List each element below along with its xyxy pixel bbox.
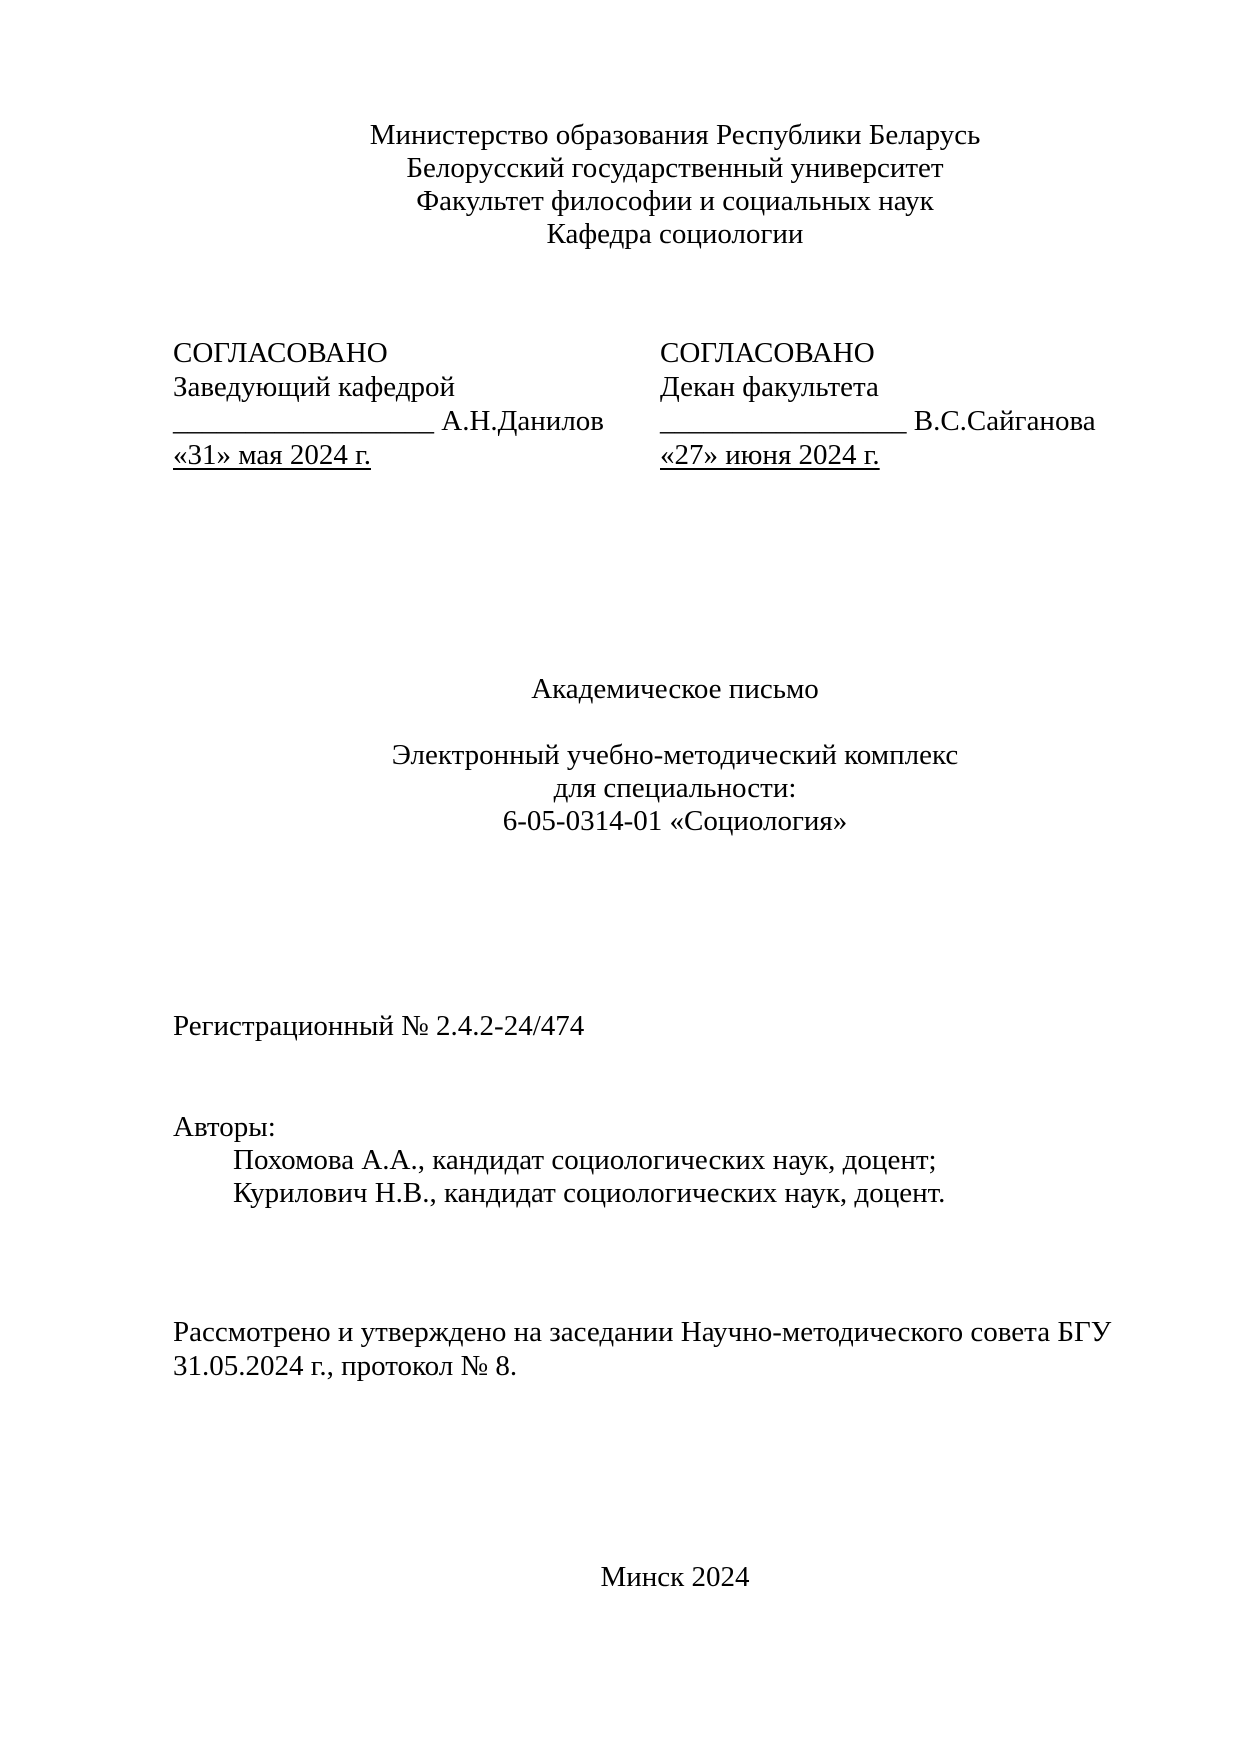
signature-line-right: _________________: [660, 405, 907, 437]
authors-label: Авторы:: [173, 1111, 276, 1143]
university-line: Белорусский государственный университет: [406, 152, 944, 184]
registration-number: Регистрационный № 2.4.2-24/474: [173, 1010, 585, 1042]
author-item: Курилович Н.В., кандидат социологических наук, доцент.: [233, 1177, 946, 1209]
ministry-line: Министерство образования Республики Беларусь: [369, 119, 981, 151]
signer-name-right: В.С.Сайганова: [913, 405, 1096, 437]
signature-line-left: __________________: [173, 405, 434, 437]
author-item: Похомова А.А., кандидат социологических наук, доцент;: [233, 1144, 937, 1176]
approval-block-right: [660, 336, 1096, 472]
title-line-specialty: для специальности:: [553, 772, 797, 804]
approver-role-left: Заведующий кафедрой: [173, 371, 456, 403]
approval-status-left: СОГЛАСОВАНО: [173, 337, 388, 369]
approval-note-line: 31.05.2024 г., протокол № 8.: [173, 1350, 518, 1382]
authors-block: [173, 1111, 1177, 1210]
title-line-complex: Электронный учебно-методический комплекс: [391, 739, 959, 771]
approval-date-right: «27» июня 2024 г.: [660, 439, 880, 471]
title-spacer: [173, 706, 1177, 739]
approval-note: [173, 1315, 1177, 1383]
approval-block-left: [173, 336, 604, 472]
signer-name-left: А.Н.Данилов: [441, 405, 604, 437]
document-type: Академическое письмо: [531, 673, 819, 705]
signature-row-right: [660, 404, 1096, 438]
faculty-line: Факультет философии и социальных наук: [416, 185, 934, 217]
approval-date-left: «31» мая 2024 г.: [173, 439, 371, 471]
title-block: [173, 673, 1177, 838]
signature-row-left: [173, 404, 604, 438]
title-line-code: 6-05-0314-01 «Социология»: [502, 805, 848, 837]
approval-note-line: Рассмотрено и утверждено на заседании Научно-методического совета БГУ: [173, 1316, 1112, 1348]
approver-role-right: Декан факультета: [660, 371, 879, 403]
department-line: Кафедра социологии: [546, 218, 804, 250]
institution-header: [173, 119, 1177, 251]
approval-status-right: СОГЛАСОВАНО: [660, 337, 875, 369]
city-year: Минск 2024: [600, 1561, 750, 1593]
